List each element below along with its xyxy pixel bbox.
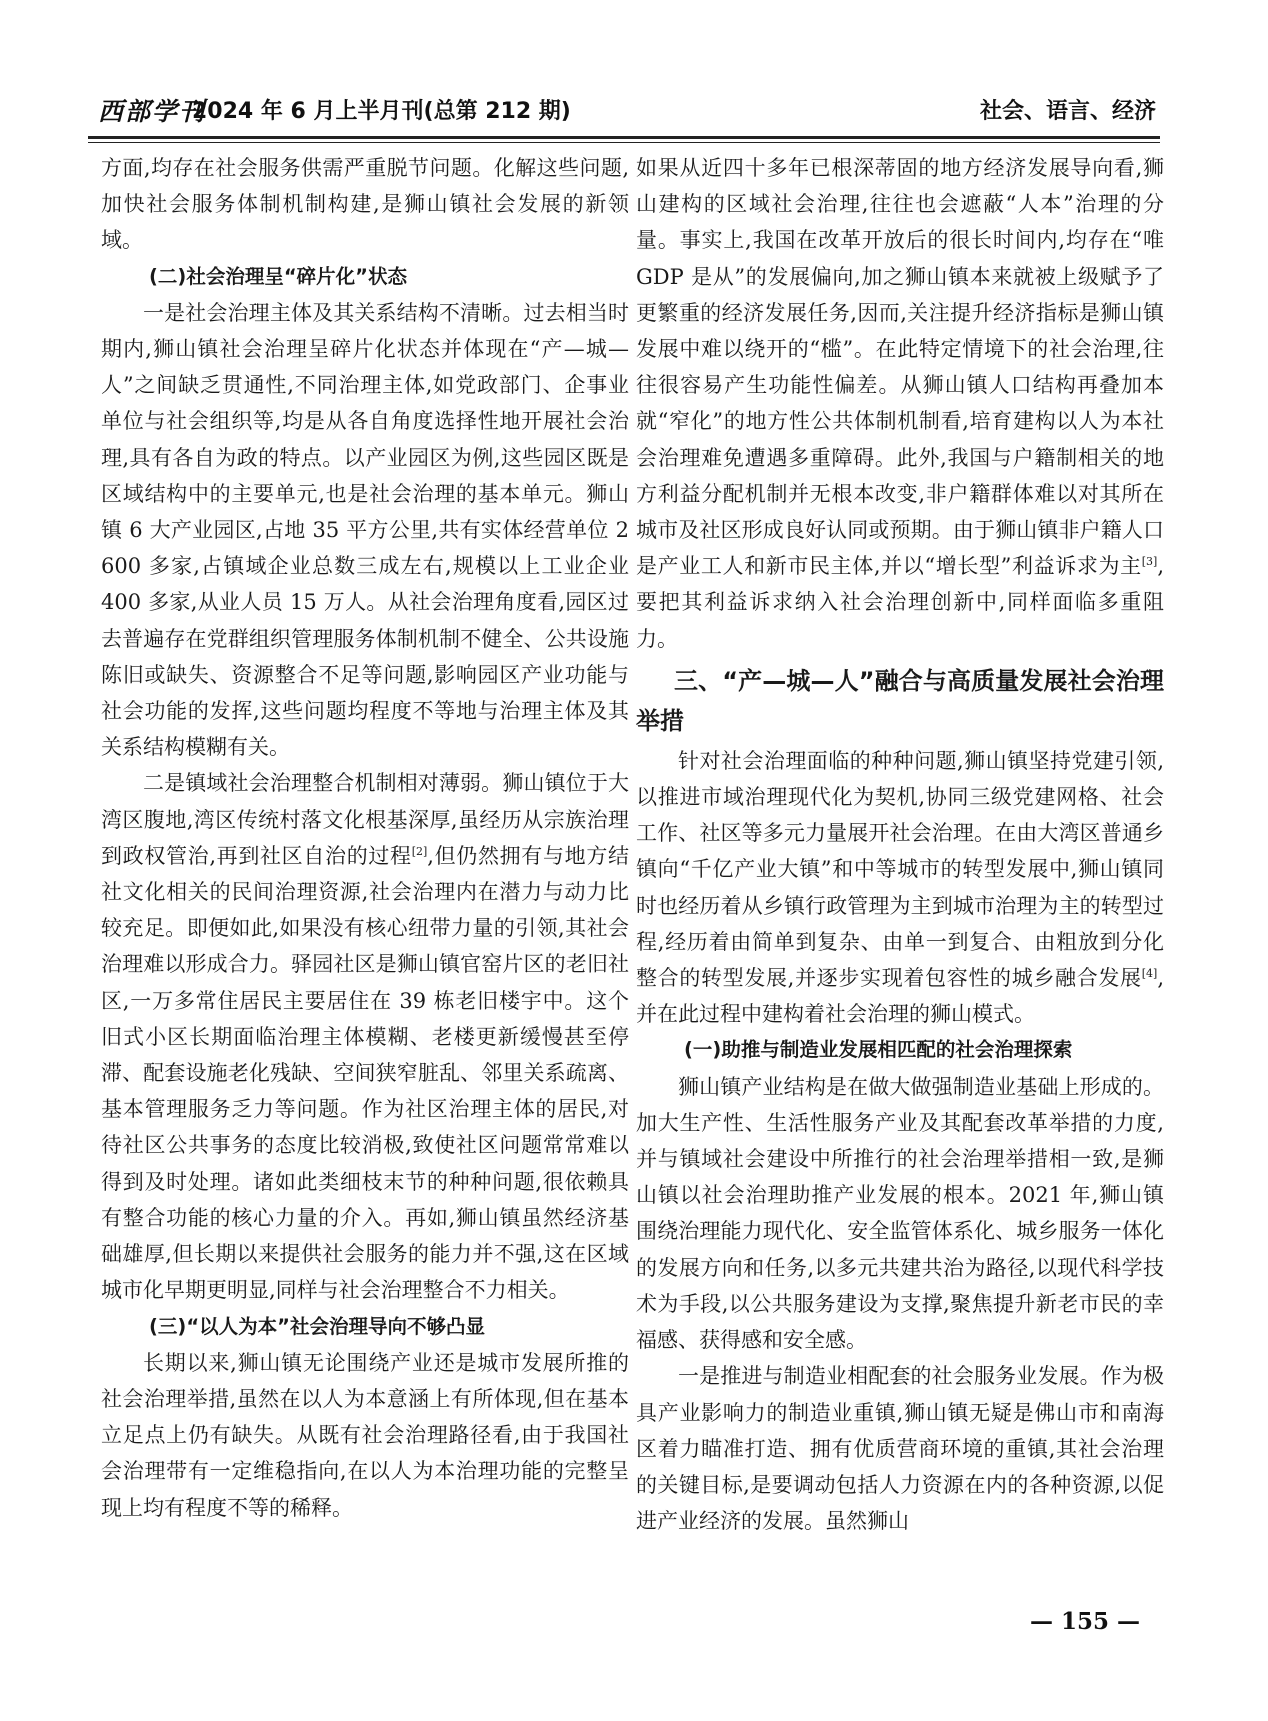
right-column: [636, 150, 1164, 1539]
page-number: — 155 —: [1030, 1608, 1141, 1635]
paragraph-text: ,要把其利益诉求纳入社会治理创新中,同样面临多重阻力。: [636, 554, 1164, 651]
citation-ref: [3]: [1141, 555, 1158, 569]
paragraph: 狮山镇产业结构是在做大做强制造业基础上形成的。加大生产性、生活性服务产业及其配套改革举措的力度,并与镇域社会建设中所推行的社会治理举措相一致,是狮山镇以社会治理助推产业发展的根本。2021 年,狮山镇围绕治理能力现代化、安全监管体系化、城乡服务一体化的发展方向和任务,以多元共建共治为路径,以现代科学技术为手段,以公共服务建设为支撑,聚焦提升新老市民的幸福感、获得感和安全感。: [636, 1074, 1164, 1353]
header-rule-thick: [88, 136, 1160, 139]
section-name: 社会、语言、经济: [979, 99, 1156, 124]
paragraph: [636, 743, 1164, 1033]
paragraph: 方面,均存在社会服务供需严重脱节问题。化解这些问题,加快社会服务体制机制构建,是狮山镇社会发展的新领域。: [101, 156, 629, 253]
paragraph: 一是社会治理主体及其关系结构不清晰。过去相当时期内,狮山镇社会治理呈碎片化状态并体现在“产—城—人”之间缺乏贯通性,不同治理主体,如党政部门、企事业单位与社会组织等,均是从各自角度选择性地开展社会治理,具有各自为政的特点。以产业园区为例,这些园区既是区域结构中的主要单元,也是社会治理的基本单元。狮山镇 6 大产业园区,占地 35 平方公里,共有实体经营单位 2 600 多家,占镇域企业总数三成左右,规模以上工业企业 400 多家,从业人员 15 万人。从社会治理角度看,园区过去普遍存在党群组织管理服务体制机制不健全、公共设施陈旧或缺失、资源整合不足等问题,影响园区产业功能与社会功能的发挥,这些问题均程度不等地与治理主体及其关系结构模糊有关。: [101, 300, 629, 760]
citation-ref: [2]: [411, 844, 428, 858]
paragraph-text: ,但仍然拥有与地方结社文化相关的民间治理资源,社会治理内在潜力与动力比较充足。即便如此,如果没有核心纽带力量的引领,其社会治理难以形成合力。驿园社区是狮山镇官窑片区的老旧社区,一万多常住居民主要居住在 39 栋老旧楼宇中。这个旧式小区长期面临治理主体模糊、老楼更新缓慢甚至停滞、配套设施老化残缺、空间狭窄脏乱、邻里关系疏离、基本管理服务乏力等问题。作为社区治理主体的居民,对待社区公共事务的态度比较消极,致使社区问题常常难以得到及时处理。诸如此类细枝末节的种种问题,很依赖具有整合功能的核心力量的介入。再如,狮山镇虽然经济基础雄厚,但长期以来提供社会服务的能力并不强,这在区域城市化早期更明显,同样与社会治理整合不力相关。: [101, 843, 629, 1303]
header-rule-thin: [88, 142, 1160, 143]
paragraph-text: 二是镇域社会治理整合机制相对薄弱。狮山镇位于大湾区腹地,湾区传统村落文化根基深厚,虽经历从宗族治理到政权管治,再到社区自治的过程: [101, 771, 629, 868]
journal-logo: 西部学刊: [98, 97, 207, 126]
citation-ref: [4]: [1141, 967, 1158, 981]
running-header: [88, 88, 1160, 132]
subsection-heading: (三)“以人为本”社会治理导向不够凸显: [149, 1314, 485, 1338]
paragraph: [636, 150, 1164, 657]
subsection-heading: (二)社会治理呈“碎片化”状态: [149, 264, 407, 288]
subsection-heading: (一)助推与制造业发展相匹配的社会治理探索: [684, 1038, 1073, 1062]
left-column: [101, 150, 629, 1526]
paragraph: [101, 765, 629, 1308]
paragraph-text: 如果从近四十多年已根深蒂固的地方经济发展导向看,狮山建构的区域社会治理,往往也会遮蔽“人本”治理的分量。事实上,我国在改革开放后的很长时间内,均存在“唯 GDP 是从”的发展偏向,加之狮山镇本来就被上级赋予了更繁重的经济发展任务,因而,关注提升经济指标是狮山镇发展中难以绕开的“槛”。在此特定情境下的社会治理,往往很容易产生功能性偏差。从狮山镇人口结构再叠加本就“窄化”的地方性公共体制机制看,培育建构以人为本社会治理难免遭遇多重障碍。此外,我国与户籍制相关的地方利益分配机制并无根本改变,非户籍群体难以对其所在城市及社区形成良好认同或预期。由于狮山镇非户籍人口是产业工人和新市民主体,并以“增长型”利益诉求为主: [636, 156, 1164, 579]
paragraph: 一是推进与制造业相配套的社会服务业发展。作为极具产业影响力的制造业重镇,狮山镇无疑是佛山市和南海区着力瞄准打造、拥有优质营商环境的重镇,其社会治理的关键目标,是要调动包括人力资源在内的各种资源,以促进产业经济的发展。虽然狮山: [636, 1364, 1164, 1534]
paragraph-text: 针对社会治理面临的种种问题,狮山镇坚持党建引领,以推进市域治理现代化为契机,协同三级党建网格、社会工作、社区等多元力量展开社会治理。在由大湾区普通乡镇向“千亿产业大镇”和中等城市的转型发展中,狮山镇同时也经历着从乡镇行政管理为主到城市治理为主的转型过程,经历着由简单到复杂、由单一到复合、由粗放到分化整合的转型发展,并逐步实现着包容性的城乡融合发展: [636, 748, 1164, 991]
issue-info: 2024 年 6 月上半月刊(总第 212 期): [192, 99, 571, 124]
paragraph-text: ,并在此过程中建构着社会治理的狮山模式。: [636, 966, 1164, 1027]
paragraph: 长期以来,狮山镇无论围绕产业还是城市发展所推的社会治理举措,虽然在以人为本意涵上有所体现,但在基本立足点上仍有缺失。从既有社会治理路径看,由于我国社会治理带有一定维稳指向,在以人为本治理功能的完整呈现上均有程度不等的稀释。: [101, 1350, 629, 1520]
section-heading: 三、“产—城—人”融合与高质量发展社会治理举措: [636, 666, 1164, 735]
